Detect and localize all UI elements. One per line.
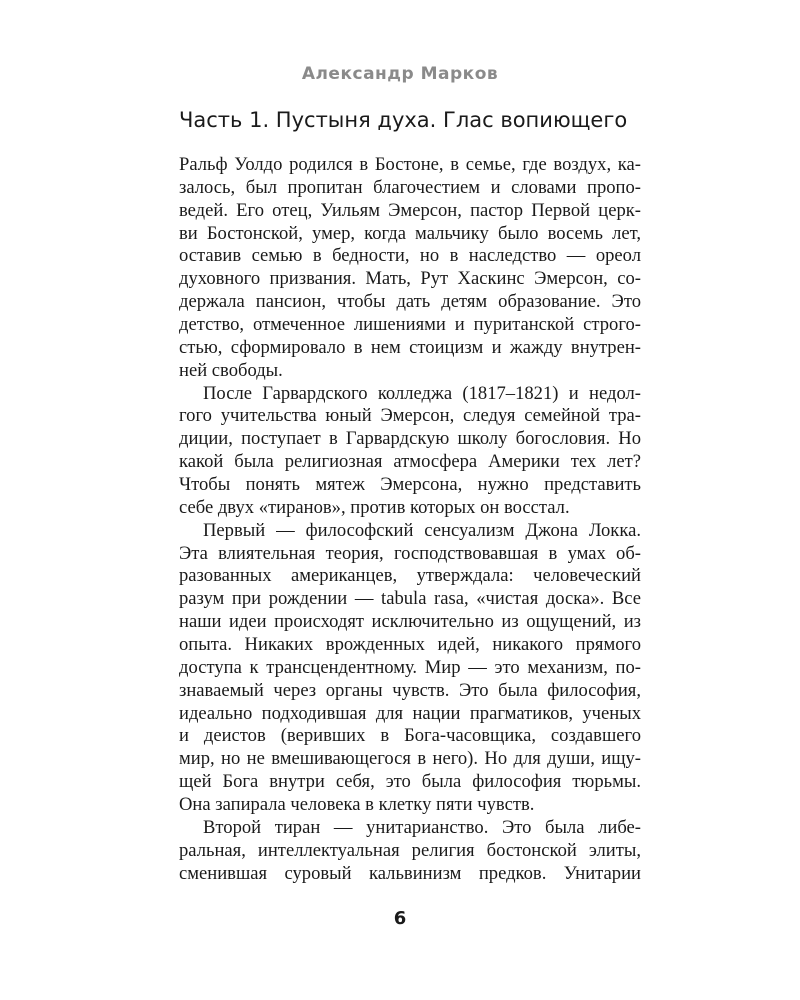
text-line: Ральф Уолдо родился в Бостоне, в семье, где воздух, ка- (179, 154, 641, 175)
text-line: стью, сформировало в нем стоицизм и жажду внутрен- (179, 336, 641, 358)
text-line: сменившая суровый кальвинизм предков. Унитарии (179, 862, 641, 884)
paragraph-3 (179, 520, 641, 817)
paragraph-1 (179, 154, 641, 383)
text-line: знаваемый через органы чувств. Это была философия, (179, 679, 641, 701)
text-line: оставив семью в бедности, но в наследство — ореол (179, 245, 641, 267)
text-line: После Гарвардского колледжа (1817–1821) и недол- (203, 382, 641, 404)
text-line: ви Бостонской, умер, когда мальчику было восемь лет, (179, 222, 641, 244)
text-line: Первый — философский сенсуализм Джона Локка. (203, 519, 641, 541)
text-line: Она запирала человека в клетку пяти чувств. (179, 794, 535, 816)
text-line: диции, поступает в Гарвардскую школу богословия. Но (179, 428, 641, 450)
text-line: ральная, интеллектуальная религия бостонской элиты, (179, 839, 641, 861)
text-line: идеально подходившая для нации прагматиков, ученых (179, 702, 641, 724)
text-line: залось, был пропитан благочестием и словами пропо- (179, 176, 641, 198)
chapter-title: Часть 1. Пустыня духа. Глас вопиющего (179, 108, 628, 132)
text-line: держала пансион, чтобы дать детям образование. Это (179, 291, 641, 313)
text-line: доступа к трансцендентному. Мир — это механизм, по- (179, 656, 641, 678)
text-line: наши идеи происходят исключительно из ощущений, из (179, 611, 641, 633)
text-line: Эта влиятельная теория, господствовавшая в умах об- (179, 542, 641, 564)
text-line: ней свободы. (179, 359, 283, 381)
text-line: Чтобы понять мятеж Эмерсона, нужно представить (179, 474, 641, 496)
text-line: опыта. Никаких врожденных идей, никакого прямого (179, 634, 641, 656)
text-line: духовного призвания. Мать, Рут Хаскинс Эмерсон, со- (179, 268, 641, 290)
running-head-author: Александр Марков (301, 64, 499, 84)
text-line: детство, отмеченное лишениями и пуританской строго- (179, 314, 641, 336)
text-line: разум при рождении — tabula rasa, «чистая доска». Все (179, 588, 641, 610)
paragraph-2 (179, 383, 641, 520)
text-line: щей Бога внутри себя, это была философия тюрьмы. (179, 771, 641, 793)
text-line: какой была религиозная атмосфера Америки тех лет? (179, 451, 641, 473)
page-number: 6 (393, 908, 407, 929)
text-line: себе двух «тиранов», против которых он восстал. (179, 496, 570, 518)
text-line: гого учительства юный Эмерсон, следуя семейной тра- (179, 405, 641, 427)
text-line: Второй тиран — унитарианство. Это была либе- (203, 816, 641, 838)
text-line: и деистов (веривших в Бога-часовщика, создавшего (179, 725, 641, 747)
text-line: мир, но не вмешивающегося в него). Но для души, ищу- (179, 748, 641, 770)
paragraph-4 (179, 817, 641, 886)
body-text (179, 154, 641, 886)
text-line: разованных американцев, утверждала: человеческий (179, 565, 641, 587)
text-line: ведей. Его отец, Уильям Эмерсон, пастор Первой церк- (179, 199, 641, 221)
